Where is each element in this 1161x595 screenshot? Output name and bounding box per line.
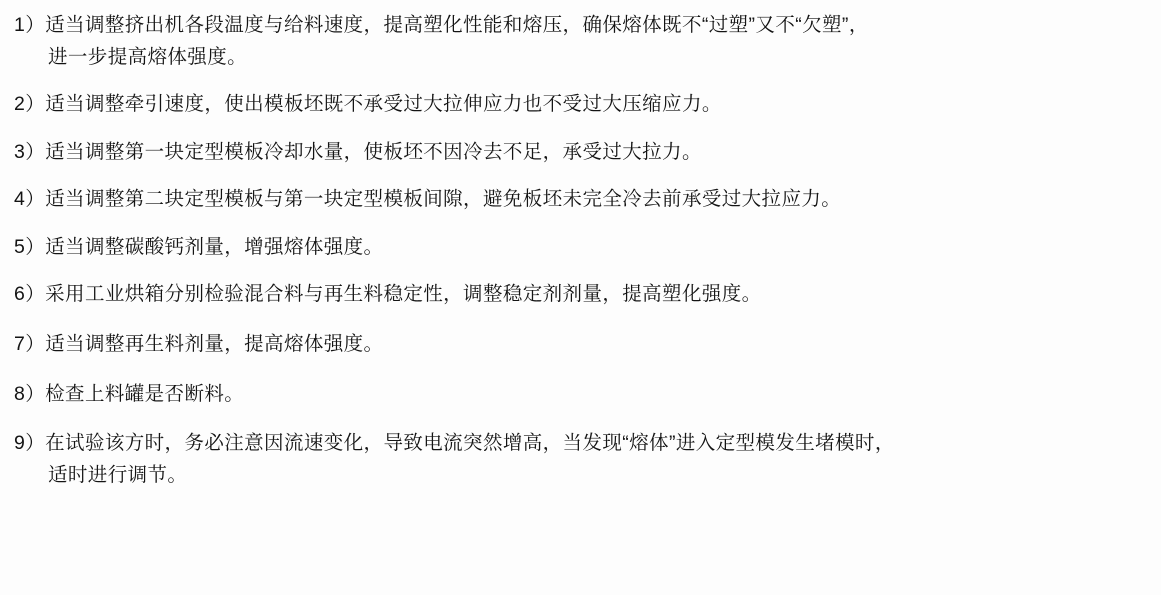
list-item [14, 184, 1147, 216]
list-item [14, 232, 1147, 264]
list-item-line: 5）适当调整碳酸钙剂量，增强熔体强度。 [14, 235, 384, 258]
list-item [14, 137, 1147, 169]
list-item-line: 4）适当调整第二块定型模板与第一块定型模板间隙，避免板坯未完全冷去前承受过大拉应力。 [14, 188, 842, 211]
list-item [14, 428, 1147, 491]
list-item [14, 329, 1147, 361]
list-item [14, 10, 1147, 73]
list-item-line-continued: 进一步提高熔体强度。 [48, 45, 248, 68]
list-item-line: 6）采用工业烘箱分别检验混合料与再生料稳定性，调整稳定剂剂量，提高塑化强度。 [14, 283, 762, 306]
list-item-line: 8）检查上料罐是否断料。 [14, 382, 245, 405]
list-item-line: 3）适当调整第一块定型模板冷却水量，使板坯不因冷去不足，承受过大拉力。 [14, 140, 702, 163]
list-item-line-continued: 适时进行调节。 [48, 463, 188, 486]
list-item-line: 1）适当调整挤出机各段温度与给料速度，提高塑化性能和熔压，确保熔体既不“过塑”又不“欠塑”， [14, 14, 869, 36]
list-item-line: 7）适当调整再生料剂量，提高熔体强度。 [14, 333, 384, 356]
list-item [14, 279, 1147, 311]
list-item [14, 379, 1147, 411]
list-item-line: 2）适当调整牵引速度，使出模板坯既不承受过大拉伸应力也不受过大压缩应力。 [14, 93, 722, 116]
list-item-line: 9）在试验该方时，务必注意因流速变化，导致电流突然增高，当发现“熔体”进入定型模发生堵模时， [14, 432, 895, 455]
list-item [14, 89, 1147, 121]
